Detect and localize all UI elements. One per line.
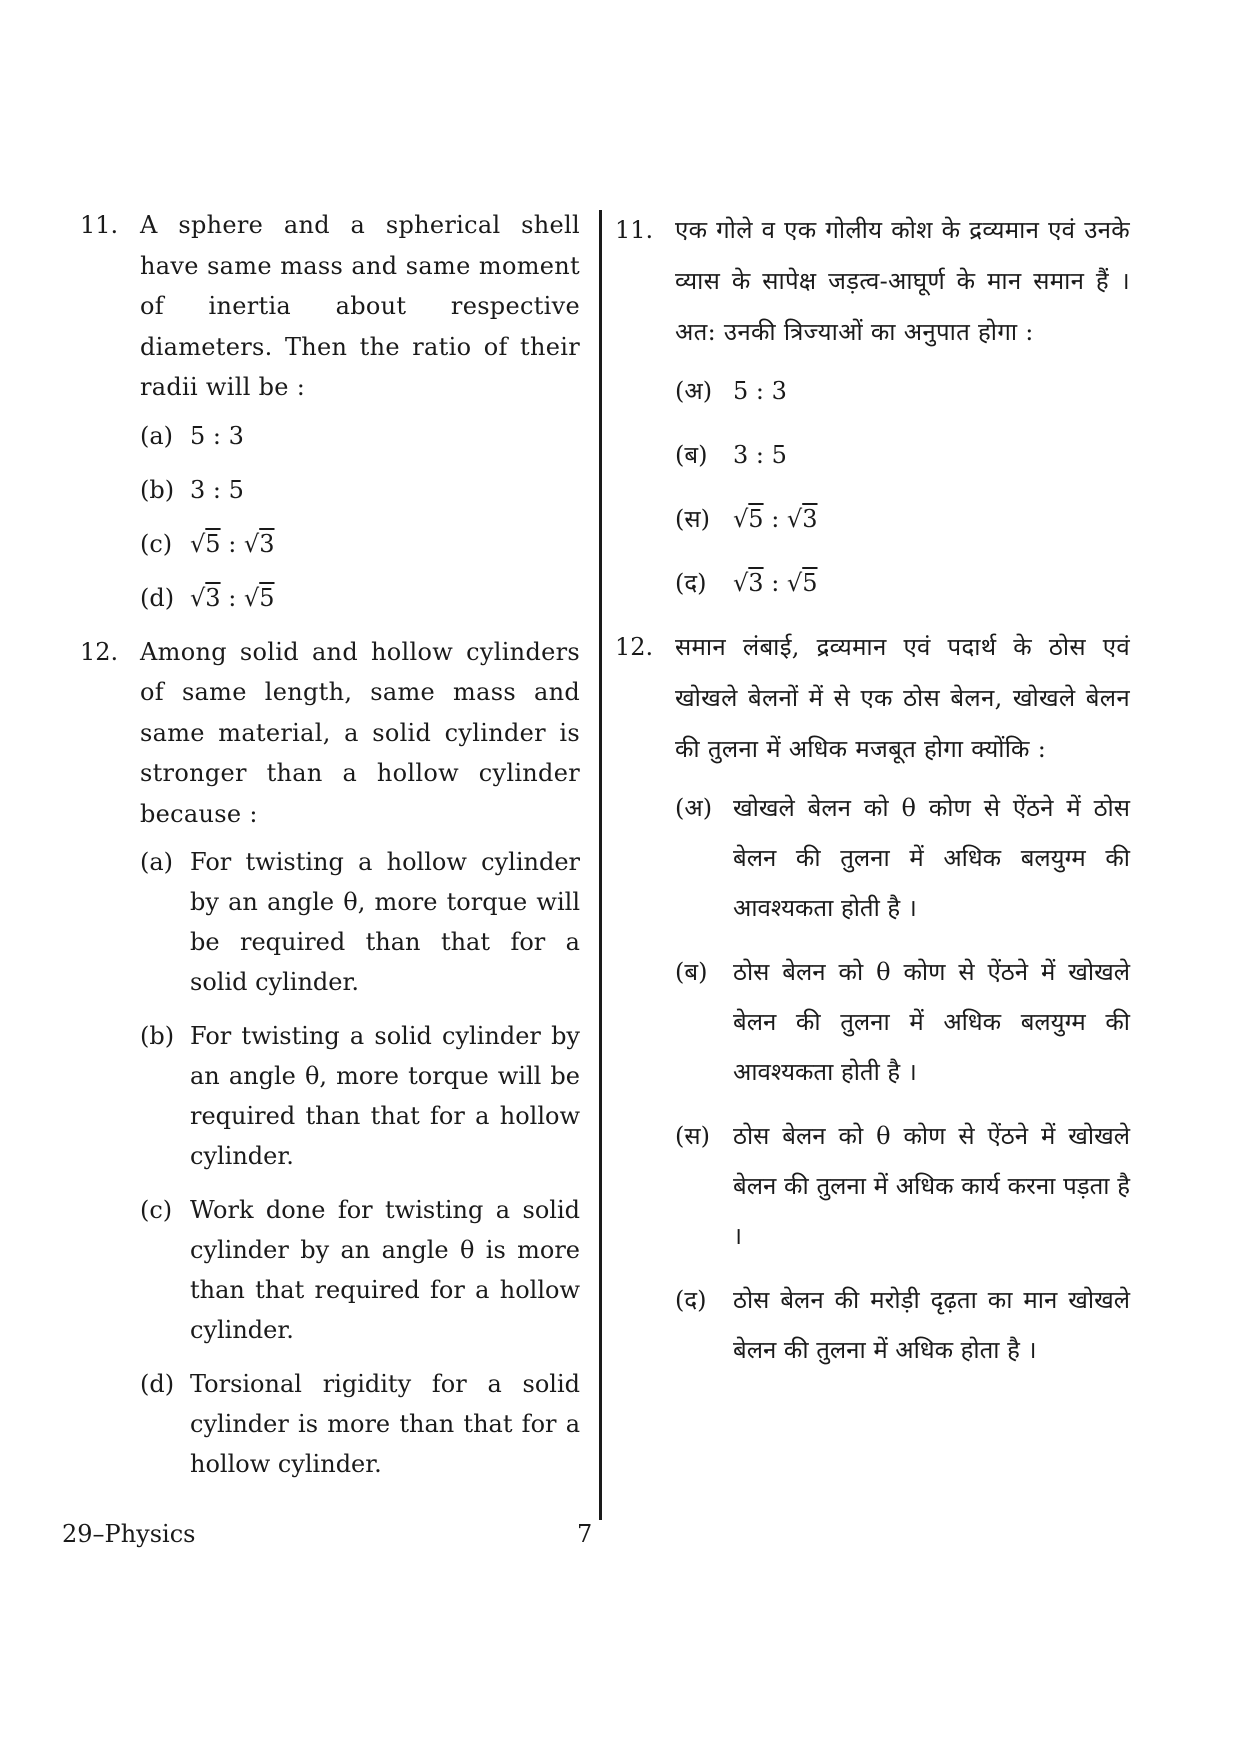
option-text: √5 : √3 — [190, 524, 580, 564]
option-label: (b) — [140, 475, 175, 504]
question-text: A sphere and a spherical shell have same mass and same moment of inertia about respective diameters. Then the ratio of their radii will be : — [140, 211, 580, 401]
option-d — [675, 1275, 1130, 1375]
option-text: 3 : 5 — [733, 441, 787, 469]
option-label: (द) — [675, 1286, 707, 1314]
option-text: Work done for twisting a solid cylinder by an angle θ is more than that required for a hollow cylinder. — [190, 1196, 580, 1344]
option-b — [140, 470, 580, 510]
option-text: Torsional rigidity for a solid cylinder is more than that for a hollow cylinder. — [190, 1370, 580, 1478]
option-label: (b) — [140, 1022, 175, 1050]
option-c — [140, 1190, 580, 1350]
option-b — [140, 1016, 580, 1176]
sqrt-term: √3 — [190, 583, 221, 612]
sqrt-term: √5 — [786, 569, 818, 597]
option-b — [675, 947, 1130, 1097]
option-label: (c) — [140, 529, 173, 558]
option-text: ठोस बेलन को θ कोण से ऐंठने में खोखले बेलन की तुलना में अधिक बलयुग्म की आवश्यकता होती है । — [733, 958, 1130, 1086]
option-text: खोखले बेलन को θ कोण से ऐंठने में ठोस बेलन की तुलना में अधिक बलयुग्म की आवश्यकता होती है । — [733, 794, 1130, 922]
option-text: For twisting a hollow cylinder by an angle θ, more torque will be required than that for a solid cylinder. — [190, 848, 580, 996]
sqrt-term: √5 — [243, 583, 275, 612]
option-d — [140, 578, 580, 618]
footer-subject: 29–Physics — [62, 1520, 196, 1548]
question-11-hi — [615, 205, 1130, 622]
sqrt-term: √3 — [243, 529, 275, 558]
option-label: (a) — [140, 848, 174, 876]
option-label: (ब) — [675, 958, 708, 986]
option-a — [675, 783, 1130, 933]
option-label: (द) — [675, 569, 707, 597]
column-divider — [599, 210, 602, 1520]
page-number: 7 — [577, 1520, 593, 1548]
option-a — [675, 366, 1130, 416]
option-d — [140, 1364, 580, 1484]
question-number: 11. — [80, 211, 119, 239]
question-12-hi — [615, 622, 1130, 1389]
option-c — [140, 524, 580, 564]
sqrt-term: √3 — [786, 505, 818, 533]
option-text: For twisting a solid cylinder by an angle θ, more torque will be required than that for a hollow cylinder. — [190, 1022, 580, 1170]
option-label: (ब) — [675, 441, 708, 469]
option-text: ठोस बेलन की मरोड़ी दृढ़ता का मान खोखले बेलन की तुलना में अधिक होता है । — [733, 1286, 1130, 1364]
option-text: 5 : 3 — [733, 377, 787, 405]
english-column — [80, 205, 580, 1498]
option-text: ठोस बेलन को θ कोण से ऐंठने में खोखले बेलन की तुलना में अधिक कार्य करना पड़ता है । — [733, 1122, 1130, 1250]
option-label: (स) — [675, 505, 710, 533]
sqrt-term: √3 — [733, 569, 764, 597]
option-label: (c) — [140, 1196, 173, 1224]
option-text: √3 : √5 — [190, 578, 580, 618]
hindi-column — [615, 205, 1130, 1389]
option-c — [675, 494, 1130, 544]
option-label: (d) — [140, 1370, 175, 1398]
option-text: 3 : 5 — [190, 475, 244, 504]
option-c — [675, 1111, 1130, 1261]
option-d — [675, 558, 1130, 608]
sqrt-term: √5 — [190, 529, 221, 558]
option-text: √5 : √3 — [733, 494, 1130, 544]
option-text: √3 : √5 — [733, 558, 1130, 608]
option-label: (स) — [675, 1122, 710, 1150]
question-text: एक गोले व एक गोलीय कोश के द्रव्यमान एवं उनके व्यास के सापेक्ष जड़त्व-आघूर्ण के मान समान हैं । अत: उनकी त्रिज्याओं का अनुपात होगा : — [675, 216, 1130, 346]
question-12-en — [80, 632, 580, 1499]
option-label: (अ) — [675, 794, 713, 822]
option-label: (d) — [140, 583, 175, 612]
question-number: 11. — [615, 216, 654, 244]
option-text: 5 : 3 — [190, 421, 244, 450]
option-a — [140, 842, 580, 1002]
question-text: समान लंबाई, द्रव्यमान एवं पदार्थ के ठोस एवं खोखले बेलनों में से एक ठोस बेलन, खोखले बेलन की तुलना में अधिक मजबूत होगा क्योंकि : — [675, 633, 1130, 763]
question-number: 12. — [615, 633, 654, 661]
question-11-en — [80, 205, 580, 632]
question-text: Among solid and hollow cylinders of same length, same mass and same material, a solid cylinder is stronger than a hollow cylinder because : — [140, 637, 580, 828]
option-label: (अ) — [675, 377, 713, 405]
question-number: 12. — [80, 637, 119, 666]
sqrt-term: √5 — [733, 505, 764, 533]
option-a — [140, 416, 580, 456]
option-b — [675, 430, 1130, 480]
option-label: (a) — [140, 421, 174, 450]
